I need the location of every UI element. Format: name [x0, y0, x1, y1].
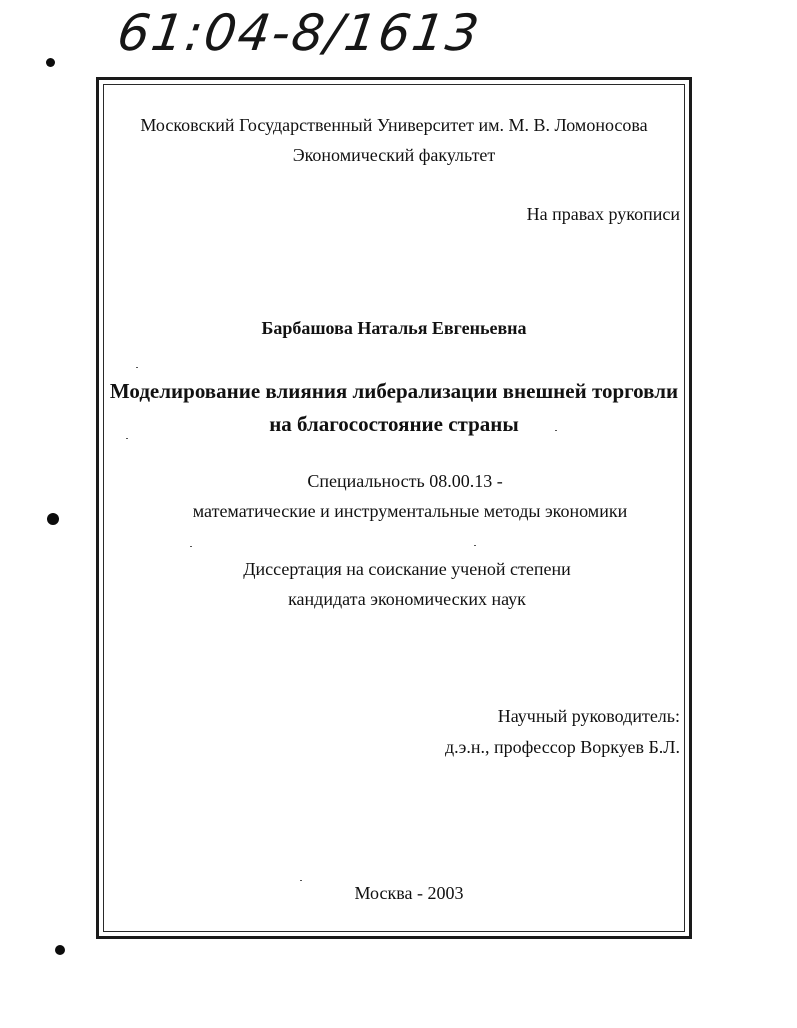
thesis-title-line-1: Моделирование влияния либерализации внешней торговли	[109, 379, 679, 403]
scan-speck	[300, 880, 302, 881]
handwritten-catalog-number: 61:04-8/1613	[113, 4, 485, 62]
scan-speck	[474, 545, 476, 546]
university-name: Московский Государственный Университет им. М. В. Ломоносова	[140, 115, 648, 135]
degree-line-2: кандидата экономических наук	[288, 589, 526, 609]
scan-speck	[555, 430, 557, 431]
specialty-code: Специальность 08.00.13 -	[307, 471, 503, 491]
punch-hole-top	[46, 58, 55, 67]
punch-hole-middle	[47, 513, 59, 525]
rights-note: На правах рукописи	[526, 204, 680, 224]
scan-speck	[126, 438, 128, 439]
author-name: Барбашова Наталья Евгеньевна	[261, 318, 527, 338]
supervisor-name: д.э.н., профессор Воркуев Б.Л.	[444, 737, 680, 757]
degree-line-1: Диссертация на соискание ученой степени	[243, 559, 571, 579]
thesis-title-line-2: на благосостояние страны	[269, 412, 519, 436]
specialty-name: математические и инструментальные методы экономики	[192, 501, 628, 521]
city-year: Москва - 2003	[354, 883, 464, 903]
scan-speck	[136, 367, 138, 368]
faculty-name: Экономический факультет	[292, 145, 496, 165]
punch-hole-bottom	[55, 945, 65, 955]
supervisor-label: Научный руководитель:	[497, 706, 680, 726]
scan-speck	[190, 546, 192, 547]
